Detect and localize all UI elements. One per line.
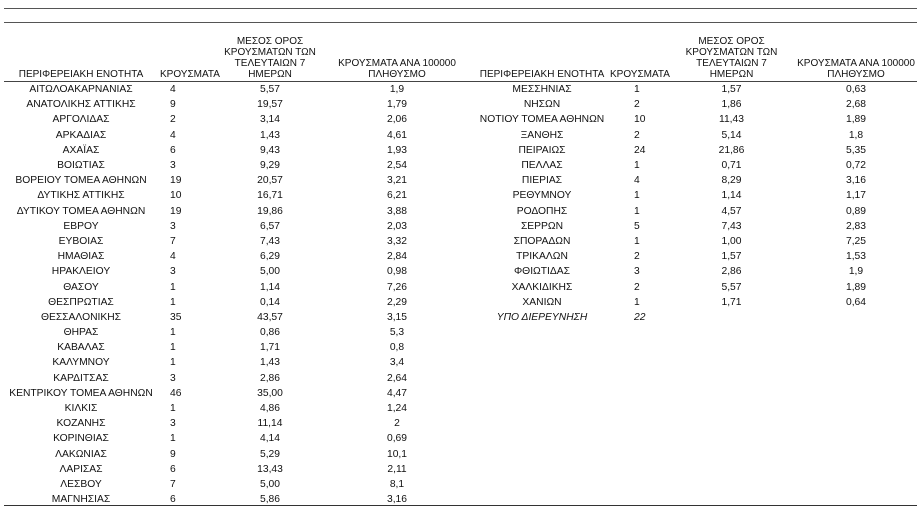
avg7-cell: 20,57 xyxy=(257,175,283,187)
table-row xyxy=(4,82,472,97)
per100k-cell: 2,29 xyxy=(386,296,408,308)
per100k-cell: 3,88 xyxy=(386,205,408,217)
avg7-cell: 1,86 xyxy=(721,99,742,111)
avg7-cell: 1,14 xyxy=(721,190,742,202)
region-cell: ΒΟΡΕΙΟΥ ΤΟΜΕΑ ΑΘΗΝΩΝ xyxy=(15,175,147,187)
table-row xyxy=(476,295,921,310)
table-row xyxy=(4,386,472,401)
table-row xyxy=(476,249,921,264)
cases-table-left xyxy=(4,24,472,507)
cases-cell: 3 xyxy=(170,372,176,384)
table-row xyxy=(4,112,472,127)
region-cell: ΕΥΒΟΙΑΣ xyxy=(58,235,104,247)
avg7-cell: 7,43 xyxy=(259,235,281,247)
region-cell: ΚΑΛΥΜΝΟΥ xyxy=(52,357,110,369)
per100k-cell: 1,79 xyxy=(386,99,408,111)
table-row xyxy=(4,249,472,264)
cases-cell: 19 xyxy=(170,205,182,217)
table-row xyxy=(476,310,921,325)
cases-cell: 46 xyxy=(170,387,182,399)
cases-cell: 1 xyxy=(634,160,640,172)
cases-cell: 1 xyxy=(634,205,640,217)
region-cell: ΑΝΑΤΟΛΙΚΗΣ ΑΤΤΙΚΗΣ xyxy=(26,99,136,111)
cases-cell: 6 xyxy=(170,144,176,156)
per100k-cell: 3,32 xyxy=(386,235,408,247)
region-cell: ΘΗΡΑΣ xyxy=(63,327,99,339)
cases-cell: 2 xyxy=(634,129,640,141)
cases-cell: 3 xyxy=(170,266,176,278)
cases-cell: 1 xyxy=(170,281,176,293)
per100k-cell: 1,9 xyxy=(389,84,405,96)
per100k-cell: 1,24 xyxy=(386,403,408,415)
avg7-cell: 5,14 xyxy=(721,129,742,141)
cases-cell: 1 xyxy=(634,190,640,202)
region-cell: ΜΕΣΣΗΝΙΑΣ xyxy=(512,84,572,96)
column-header-cases: ΚΡΟΥΣΜΑΤΑ xyxy=(610,69,670,80)
cases-table-right xyxy=(476,24,921,325)
region-cell: ΕΒΡΟΥ xyxy=(63,220,99,232)
top-rule-secondary xyxy=(4,22,917,23)
per100k-cell: 1,93 xyxy=(386,144,408,156)
table-row xyxy=(476,204,921,219)
avg7-cell: 0,71 xyxy=(721,160,742,172)
table-row xyxy=(4,462,472,477)
avg7-cell: 43,57 xyxy=(257,311,283,323)
region-cell: ΠΕΙΡΑΙΩΣ xyxy=(518,144,566,156)
table-row xyxy=(4,340,472,355)
table-row xyxy=(4,234,472,249)
avg7-cell: 19,57 xyxy=(257,99,283,111)
avg7-cell: 0,86 xyxy=(259,327,281,339)
avg7-cell: 1,71 xyxy=(259,342,281,354)
avg7-cell: 0,14 xyxy=(259,296,281,308)
table-row xyxy=(476,128,921,143)
per100k-cell: 1,89 xyxy=(845,114,867,126)
avg7-cell: 6,57 xyxy=(259,220,281,232)
table-row xyxy=(4,371,472,386)
table-body-right xyxy=(476,82,921,325)
column-header-cases: ΚΡΟΥΣΜΑΤΑ xyxy=(160,69,220,80)
table-row xyxy=(4,416,472,431)
table-row xyxy=(4,97,472,112)
region-cell: ΝΟΤΙΟΥ ΤΟΜΕΑ ΑΘΗΝΩΝ xyxy=(479,114,605,126)
cases-cell: 4 xyxy=(634,175,640,187)
avg7-cell: 4,14 xyxy=(259,433,281,445)
per100k-cell: 0,64 xyxy=(845,296,867,308)
table-row xyxy=(4,447,472,462)
cases-cell: 1 xyxy=(634,296,640,308)
region-cell: ΗΜΑΘΙΑΣ xyxy=(57,251,105,263)
avg7-cell: 35,00 xyxy=(257,387,283,399)
region-cell: ΔΥΤΙΚΟΥ ΤΟΜΕΑ ΑΘΗΝΩΝ xyxy=(16,205,146,217)
table-row xyxy=(476,143,921,158)
per100k-cell: 1,53 xyxy=(845,251,867,263)
region-cell: ΚΑΒΑΛΑΣ xyxy=(57,342,105,354)
cases-cell: 10 xyxy=(634,114,646,126)
table-row xyxy=(476,279,921,294)
avg7-cell: 1,14 xyxy=(259,281,281,293)
region-cell: ΦΘΙΩΤΙΔΑΣ xyxy=(513,266,571,278)
per100k-cell: 6,21 xyxy=(386,190,408,202)
cases-cell: 35 xyxy=(170,311,182,323)
table-row xyxy=(476,264,921,279)
cases-cell: 4 xyxy=(170,129,176,141)
table-row xyxy=(476,173,921,188)
table-row xyxy=(4,204,472,219)
header-row xyxy=(476,24,921,82)
region-cell: ΚΟΡΙΝΘΙΑΣ xyxy=(53,433,109,445)
region-cell: ΚΕΝΤΡΙΚΟΥ ΤΟΜΕΑ ΑΘΗΝΩΝ xyxy=(9,387,153,399)
region-cell: ΑΙΤΩΛΟΑΚΑΡΝΑΝΙΑΣ xyxy=(29,84,133,96)
region-cell: ΠΙΕΡΙΑΣ xyxy=(521,175,563,187)
per100k-cell: 5,3 xyxy=(389,327,405,339)
per100k-cell: 0,72 xyxy=(845,160,867,172)
table-row xyxy=(4,401,472,416)
region-cell: ΚΙΛΚΙΣ xyxy=(64,403,98,415)
table-row xyxy=(476,82,921,97)
avg7-cell: 2,86 xyxy=(721,266,742,278)
per100k-cell: 2,64 xyxy=(386,372,408,384)
table-row xyxy=(476,112,921,127)
avg7-cell: 4,57 xyxy=(721,205,742,217)
per100k-cell: 0,89 xyxy=(845,205,867,217)
region-cell: ΚΟΖΑΝΗΣ xyxy=(56,418,106,430)
cases-cell: 1 xyxy=(170,357,176,369)
column-header-avg7: ΜΕΣΟΣ ΟΡΟΣ ΚΡΟΥΣΜΑΤΩΝ ΤΩΝ ΤΕΛΕΥΤΑΙΩΝ 7 ΗΜΕΡΩΝ xyxy=(224,36,316,80)
per100k-cell: 10,1 xyxy=(386,448,408,460)
per100k-cell: 0,98 xyxy=(386,266,408,278)
avg7-cell: 2,86 xyxy=(259,372,281,384)
avg7-cell: 13,43 xyxy=(257,463,283,475)
region-cell: ΤΡΙΚΑΛΩΝ xyxy=(516,251,568,263)
column-header-region: ΠΕΡΙΦΕΡΕΙΑΚΗ ΕΝΟΤΗΤΑ xyxy=(18,69,144,80)
table-row xyxy=(4,355,472,370)
table-row xyxy=(4,173,472,188)
column-header-region: ΠΕΡΙΦΕΡΕΙΑΚΗ ΕΝΟΤΗΤΑ xyxy=(479,69,605,80)
table-row xyxy=(4,477,472,492)
avg7-cell: 1,00 xyxy=(721,235,742,247)
per100k-cell: 0,63 xyxy=(845,84,867,96)
avg7-cell: 1,43 xyxy=(259,129,281,141)
per100k-cell: 2,11 xyxy=(387,463,407,475)
cases-cell: 9 xyxy=(170,99,176,111)
region-cell: ΠΕΛΛΑΣ xyxy=(521,160,563,172)
column-header-per100k: ΚΡΟΥΣΜΑΤΑ ΑΝΑ 100000 ΠΛΗΘΥΣΜΟ xyxy=(797,58,915,80)
cases-cell: 19 xyxy=(170,175,182,187)
cases-cell: 9 xyxy=(170,448,176,460)
cases-cell: 3 xyxy=(170,418,176,430)
avg7-cell: 6,29 xyxy=(259,251,281,263)
per100k-cell: 2,83 xyxy=(845,220,867,232)
cases-cell: 2 xyxy=(634,281,640,293)
avg7-cell: 1,57 xyxy=(721,84,742,96)
avg7-cell: 5,00 xyxy=(259,478,281,490)
region-cell: ΛΑΚΩΝΙΑΣ xyxy=(55,448,107,460)
avg7-cell: 11,14 xyxy=(257,418,283,430)
per100k-cell: 2,03 xyxy=(386,220,408,232)
avg7-cell: 5,00 xyxy=(259,266,281,278)
region-cell: ΧΑΛΚΙΔΙΚΗΣ xyxy=(511,281,573,293)
cases-cell: 1 xyxy=(170,433,176,445)
region-cell: ΑΡΓΟΛΙΔΑΣ xyxy=(52,114,110,126)
cases-cell: 22 xyxy=(634,311,646,323)
region-cell: ΣΕΡΡΩΝ xyxy=(520,220,564,232)
table-row xyxy=(476,234,921,249)
table-body-left xyxy=(4,82,472,507)
table-row xyxy=(4,279,472,294)
avg7-cell: 8,29 xyxy=(721,175,742,187)
cases-cell: 3 xyxy=(634,266,640,278)
header-row xyxy=(4,24,472,82)
cases-cell: 1 xyxy=(170,403,176,415)
region-cell: ΧΑΝΙΩΝ xyxy=(522,296,562,308)
per100k-cell: 4,47 xyxy=(386,387,408,399)
table-row xyxy=(476,158,921,173)
region-cell: ΗΡΑΚΛΕΙΟΥ xyxy=(51,266,111,278)
per100k-cell: 3,16 xyxy=(386,494,408,506)
avg7-cell: 4,86 xyxy=(259,403,281,415)
cases-cell: 1 xyxy=(170,327,176,339)
avg7-cell: 1,71 xyxy=(721,296,742,308)
per100k-cell: 1,8 xyxy=(848,129,864,141)
region-cell: ΘΑΣΟΥ xyxy=(63,281,99,293)
per100k-cell: 2 xyxy=(394,418,400,430)
per100k-cell: 3,21 xyxy=(386,175,408,187)
cases-cell: 5 xyxy=(634,220,640,232)
avg7-cell: 1,43 xyxy=(259,357,281,369)
region-cell: ΡΕΘΥΜΝΟΥ xyxy=(512,190,572,202)
table-row xyxy=(4,325,472,340)
region-cell: ΒΟΙΩΤΙΑΣ xyxy=(57,160,105,172)
cases-cell: 3 xyxy=(170,220,176,232)
table-row xyxy=(4,128,472,143)
cases-cell: 10 xyxy=(170,190,182,202)
table-row xyxy=(4,264,472,279)
region-cell: ΛΕΣΒΟΥ xyxy=(60,478,102,490)
region-cell: ΑΡΚΑΔΙΑΣ xyxy=(55,129,107,141)
cases-cell: 3 xyxy=(170,160,176,172)
table-row xyxy=(4,158,472,173)
cases-cell: 7 xyxy=(170,478,176,490)
table-row xyxy=(4,310,472,325)
cases-cell: 1 xyxy=(634,235,640,247)
avg7-cell: 19,86 xyxy=(257,205,283,217)
region-cell: ΑΧΑΪΑΣ xyxy=(62,144,100,156)
avg7-cell: 5,57 xyxy=(259,84,281,96)
column-header-avg7: ΜΕΣΟΣ ΟΡΟΣ ΚΡΟΥΣΜΑΤΩΝ ΤΩΝ ΤΕΛΕΥΤΑΙΩΝ 7 ΗΜΕΡΩΝ xyxy=(685,36,778,80)
avg7-cell: 16,71 xyxy=(257,190,283,202)
table-row xyxy=(476,219,921,234)
region-cell: ΘΕΣΠΡΩΤΙΑΣ xyxy=(48,296,114,308)
avg7-cell: 5,86 xyxy=(259,494,281,506)
per100k-cell: 2,54 xyxy=(386,160,408,172)
table-row xyxy=(4,219,472,234)
avg7-cell: 7,43 xyxy=(721,220,742,232)
region-cell: ΚΑΡΔΙΤΣΑΣ xyxy=(53,372,109,384)
per100k-cell: 2,84 xyxy=(386,251,408,263)
top-rule xyxy=(4,8,917,9)
region-cell: ΛΑΡΙΣΑΣ xyxy=(59,463,103,475)
per100k-cell: 1,89 xyxy=(845,281,867,293)
per100k-cell: 8,1 xyxy=(389,478,405,490)
per100k-cell: 0,69 xyxy=(386,433,408,445)
per100k-cell: 7,25 xyxy=(845,235,867,247)
per100k-cell: 3,16 xyxy=(845,175,867,187)
region-cell: ΝΗΣΩΝ xyxy=(523,99,561,111)
bottom-rule xyxy=(4,505,917,506)
cases-cell: 7 xyxy=(170,235,176,247)
per100k-cell: 1,17 xyxy=(845,190,867,202)
avg7-cell: 3,14 xyxy=(259,114,281,126)
table-row xyxy=(4,295,472,310)
table-row xyxy=(4,431,472,446)
column-header-per100k: ΚΡΟΥΣΜΑΤΑ ΑΝΑ 100000 ΠΛΗΘΥΣΜΟ xyxy=(338,58,456,80)
avg7-cell xyxy=(672,310,791,325)
region-cell: ΘΕΣΣΑΛΟΝΙΚΗΣ xyxy=(40,311,122,323)
region-cell: ΡΟΔΟΠΗΣ xyxy=(516,205,568,217)
avg7-cell: 21,86 xyxy=(718,144,745,156)
cases-cell: 1 xyxy=(170,342,176,354)
cases-cell: 6 xyxy=(170,463,176,475)
cases-cell: 1 xyxy=(170,296,176,308)
region-cell: ΔΥΤΙΚΗΣ ΑΤΤΙΚΗΣ xyxy=(37,190,125,202)
per100k-cell: 4,61 xyxy=(386,129,408,141)
cases-cell: 4 xyxy=(170,251,176,263)
avg7-cell: 1,57 xyxy=(721,251,742,263)
table-row xyxy=(476,188,921,203)
per100k-cell: 5,35 xyxy=(845,144,867,156)
cases-cell: 1 xyxy=(634,84,640,96)
per100k-cell: 3,15 xyxy=(386,311,408,323)
avg7-cell: 11,43 xyxy=(718,114,744,126)
table-row xyxy=(476,97,921,112)
per100k-cell: 3,4 xyxy=(389,357,405,369)
cases-cell: 2 xyxy=(634,251,640,263)
region-cell: ΞΑΝΘΗΣ xyxy=(520,129,564,141)
per100k-cell: 1,9 xyxy=(848,266,864,278)
avg7-cell: 9,29 xyxy=(259,160,281,172)
region-cell: ΥΠΟ ΔΙΕΡΕΥΝΗΣΗ xyxy=(496,311,588,323)
per100k-cell: 2,06 xyxy=(386,114,408,126)
cases-cell: 2 xyxy=(170,114,176,126)
per100k-cell xyxy=(791,310,921,325)
cases-cell: 6 xyxy=(170,494,176,506)
per100k-cell: 7,26 xyxy=(386,281,408,293)
avg7-cell: 5,57 xyxy=(721,281,742,293)
avg7-cell: 9,43 xyxy=(259,144,281,156)
per100k-cell: 2,68 xyxy=(845,99,867,111)
avg7-cell: 5,29 xyxy=(259,448,281,460)
cases-cell: 24 xyxy=(634,144,646,156)
region-cell: ΜΑΓΝΗΣΙΑΣ xyxy=(51,494,111,506)
cases-cell: 4 xyxy=(170,84,176,96)
region-cell: ΣΠΟΡΑΔΩΝ xyxy=(513,235,571,247)
cases-cell: 2 xyxy=(634,99,640,111)
table-row xyxy=(4,143,472,158)
table-row xyxy=(4,188,472,203)
per100k-cell: 0,8 xyxy=(389,342,405,354)
